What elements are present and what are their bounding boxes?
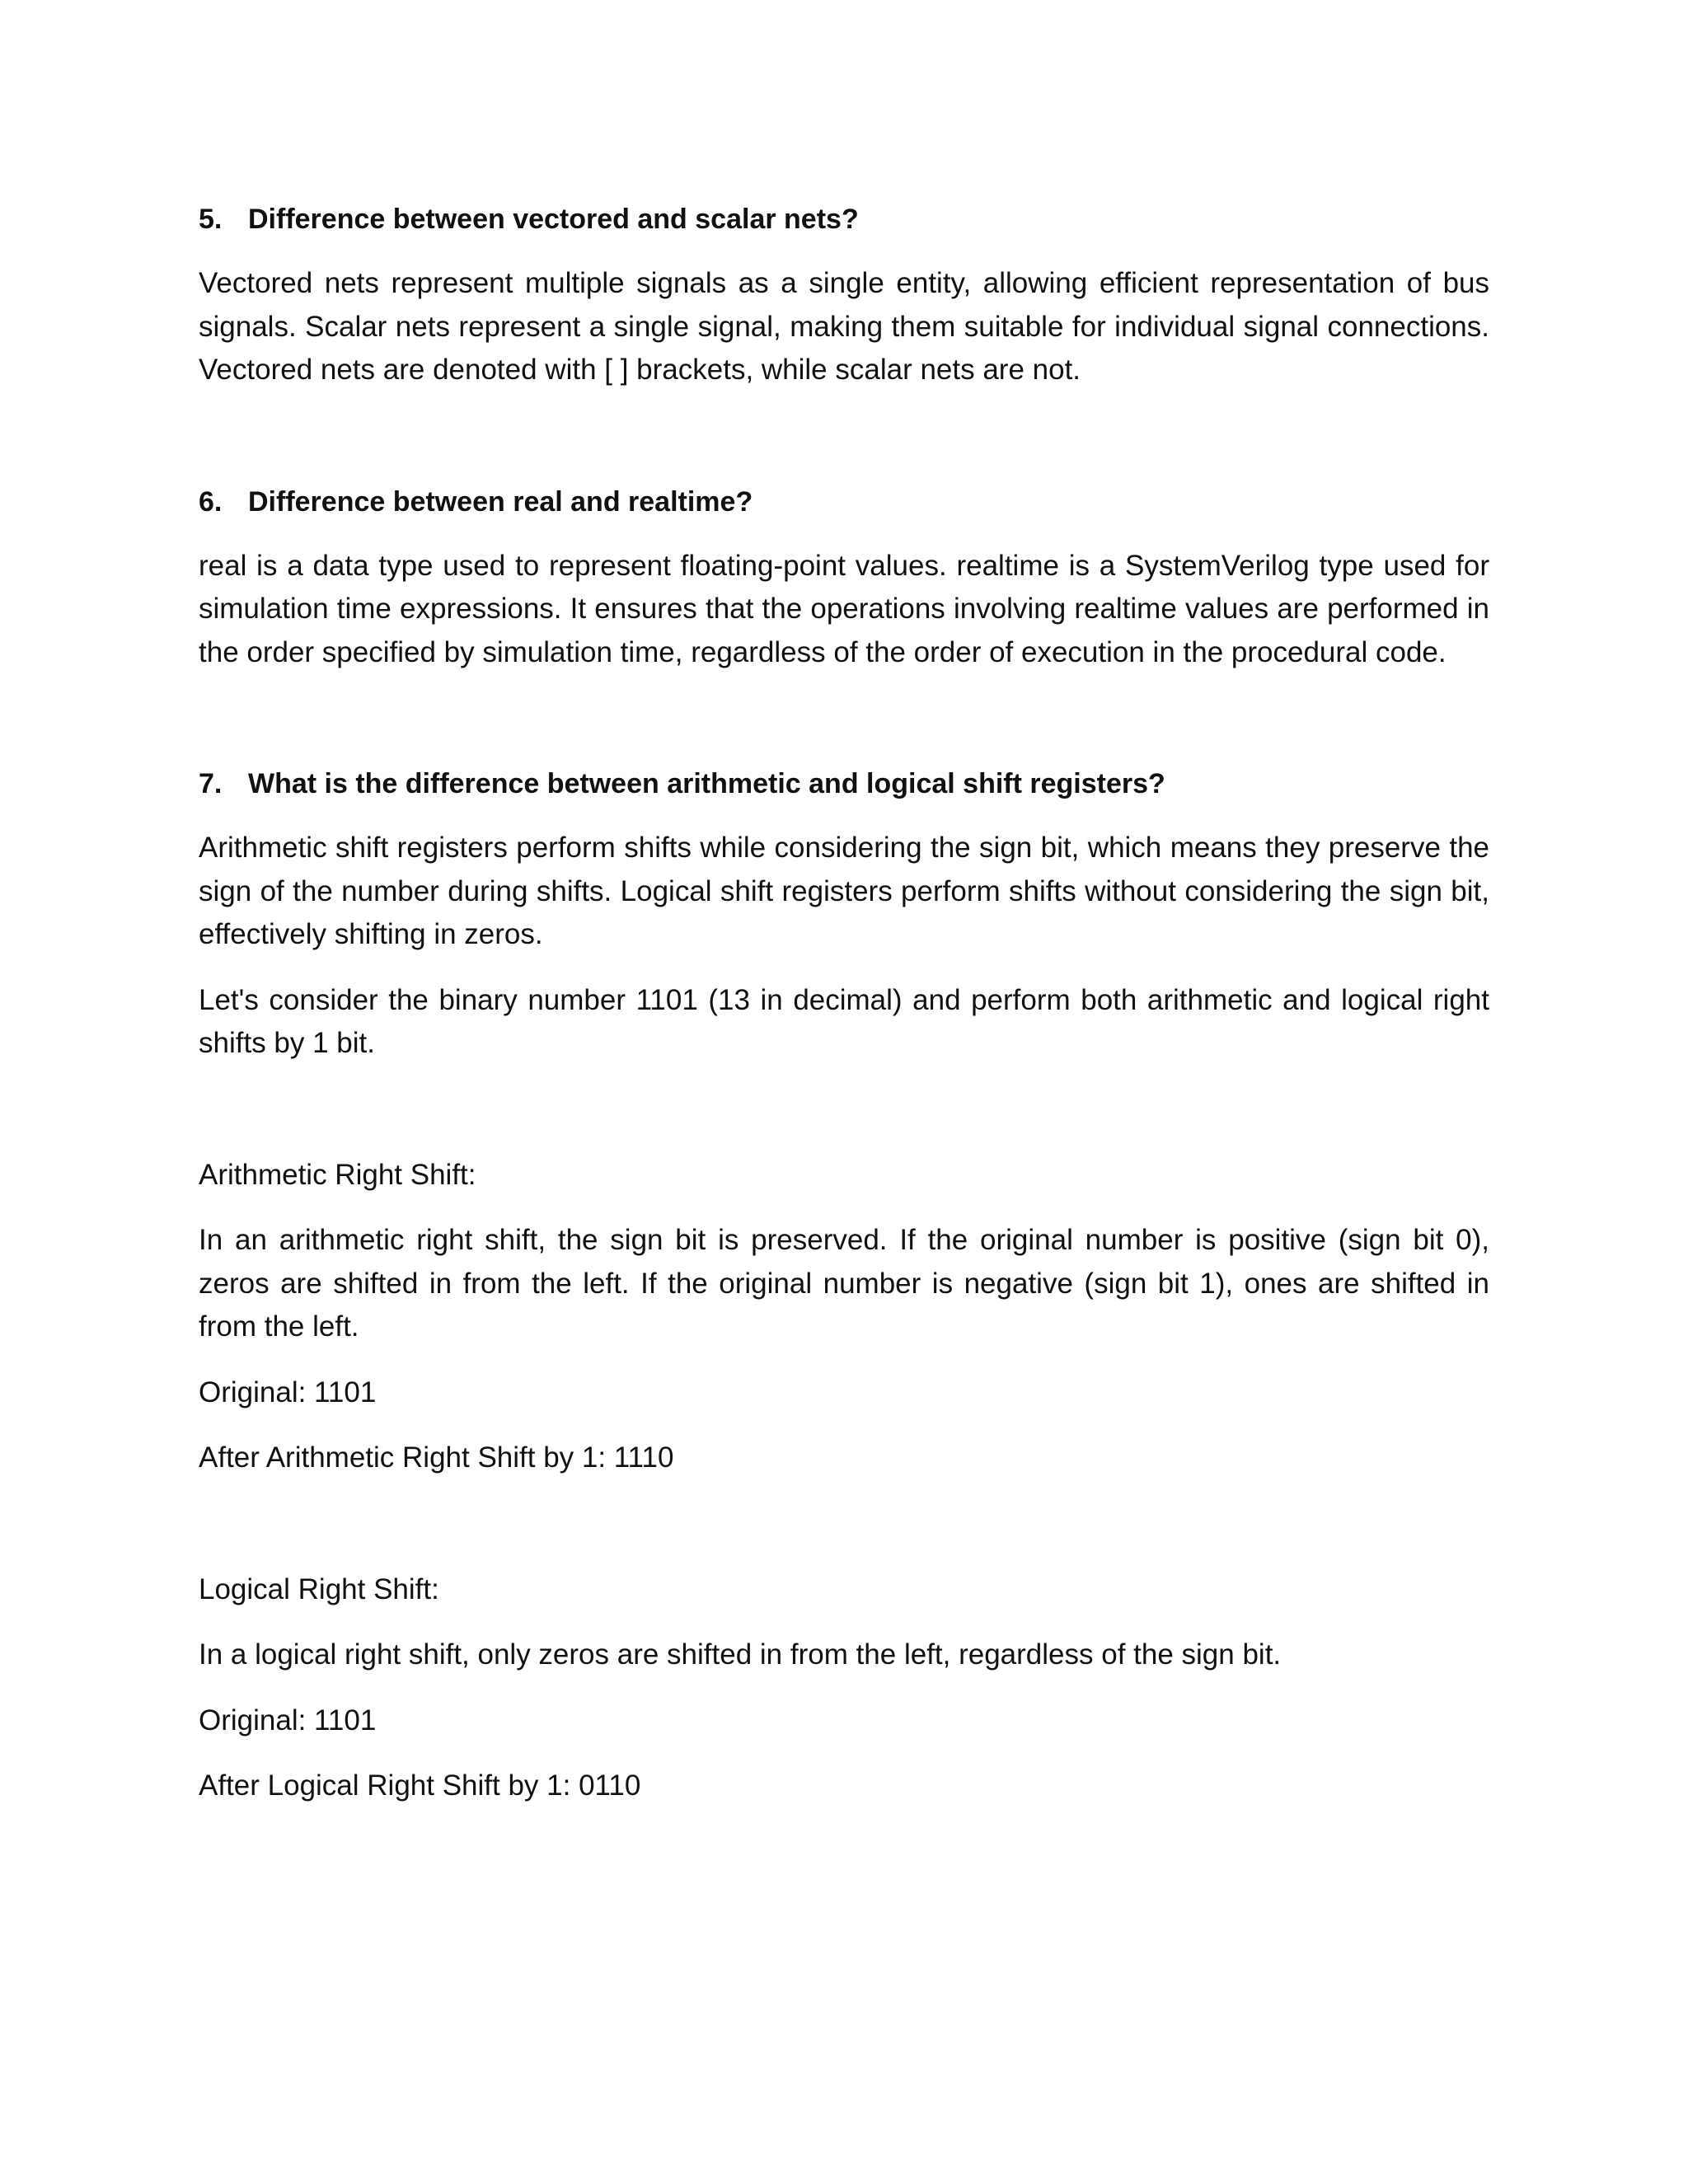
section-spacer [199,415,1489,480]
question-6-number: 6. [199,485,223,518]
arithmetic-shift-description: In an arithmetic right shift, the sign bit is preserved. If the original number is positive (sign bit 0), zeros are shifted in from the left. If the original number is negative (sign bit 1), ones are shifted in from the left. [199,1224,1489,1343]
logical-shift-original: Original: 1101 [199,1704,377,1736]
question-5-answer: Vectored nets represent multiple signals as a single entity, allowing efficient representation of bus signals. Scalar nets represent a single signal, making them suitable for individual signal connections. Vectored nets are denoted with [ ] brackets, while scalar nets are not. [199,267,1489,386]
section-spacer [199,696,1489,762]
logical-shift-description: In a logical right shift, only zeros are shifted in from the left, regardless of the sign bit. [199,1638,1282,1671]
arithmetic-shift-title: Arithmetic Right Shift: [199,1158,476,1191]
question-5-heading [199,198,1489,241]
arithmetic-shift-result: After Arithmetic Right Shift by 1: 1110 [199,1441,674,1474]
question-7-number: 7. [199,768,223,799]
question-7-title: What is the difference between arithmetic and logical shift registers? [248,768,1165,799]
document-page [199,198,1489,1830]
question-6-heading [199,480,1489,523]
question-7-example-intro: Let's consider the binary number 1101 (13 in decimal) and perform both arithmetic and logical right shifts by 1 bit. [199,983,1489,1059]
logical-shift-title: Logical Right Shift: [199,1572,439,1605]
question-5-title: Difference between vectored and scalar nets? [248,204,859,235]
logical-shift-result: After Logical Right Shift by 1: 0110 [199,1769,641,1802]
question-5-number: 5. [199,204,223,235]
question-6-title: Difference between real and realtime? [248,485,753,518]
subsection-spacer [199,1502,1489,1568]
question-7-answer: Arithmetic shift registers perform shifts while considering the sign bit, which means they preserve the sign of the number during shifts. Logical shift registers perform shifts without considering the sign bit, effectively shifting in zeros. [199,832,1489,950]
subsection-spacer [199,1088,1489,1154]
question-6-answer: real is a data type used to represent floating-point values. realtime is a SystemVerilog type used for simulation time expressions. It ensures that the operations involving realtime values are performed in the order specified by simulation time, regardless of the order of execution in the procedural code. [199,549,1489,668]
arithmetic-shift-original: Original: 1101 [199,1376,377,1408]
question-7-heading [199,762,1489,805]
